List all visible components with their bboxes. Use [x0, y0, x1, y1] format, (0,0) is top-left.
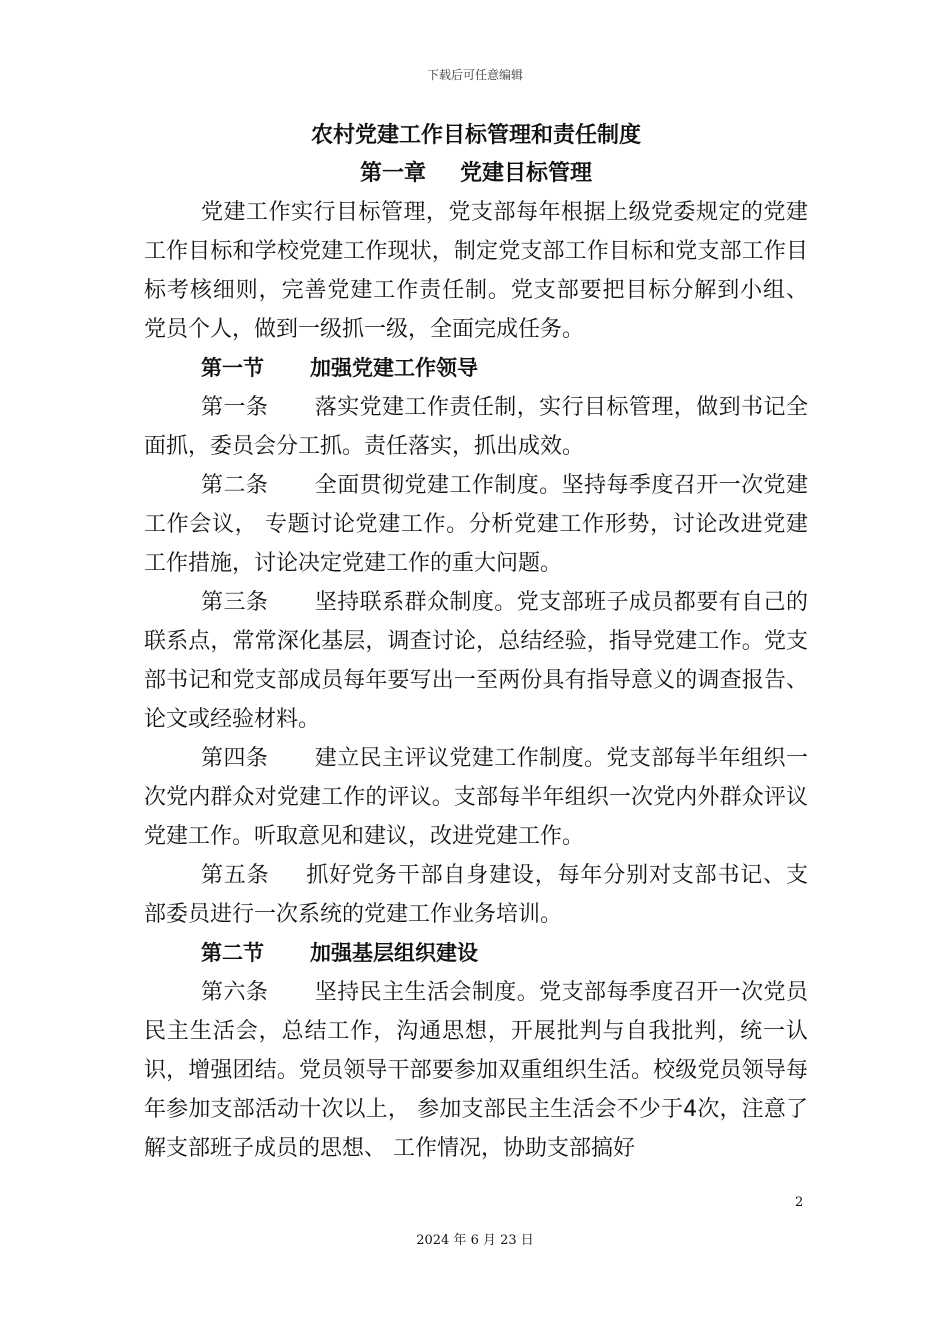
article-3 [144, 583, 808, 739]
header-note: 下载后可任意编辑 [426, 68, 523, 82]
document-body [144, 117, 808, 1168]
article-6 [144, 973, 808, 1168]
section-name: 加强党建工作领导 [310, 356, 478, 380]
article-label: 第四条 [201, 746, 269, 771]
article-text: 落实党建工作责任制，实行目标管理，做到书记全面抓，委员会分工抓。责任落实，抓出成效。 [144, 395, 808, 459]
article-1 [144, 388, 808, 466]
document-title: 农村党建工作目标管理和责任制度 [310, 123, 641, 148]
intro-paragraph: 党建工作实行目标管理，党支部每年根据上级党委规定的党建工作目标和学校党建工作现状，制定党支部工作目标和党支部工作目标考核细则，完善党建工作责任制。党支部要把目标分解到小组、 党员个人，做到一级抓一级，全面完成任务。 [144, 200, 808, 342]
chapter-label: 第一章 [359, 161, 426, 186]
page-number: 2 [795, 1195, 804, 1210]
section-heading-2 [144, 934, 808, 973]
article-label: 第三条 [201, 590, 269, 615]
article-label: 第二条 [201, 473, 269, 498]
article-5 [144, 856, 808, 934]
section-name: 加强基层组织建设 [310, 941, 478, 965]
article-2 [144, 466, 808, 583]
footer-date: 2024 年 6 月 23 日 [416, 1233, 534, 1248]
article-4 [144, 739, 808, 856]
section-label: 第二节 [201, 941, 264, 965]
section-label: 第一节 [201, 356, 264, 380]
article-text: 坚持联系群众制度。党支部班子成员都要有自己的联系点，常常深化基层，调查讨论，总结经验，指导党建工作。党支部书记和党支部成员每年要写出一至两份具有指导意义的调查报告、 论文或经验材料。 [144, 590, 808, 732]
article-text: 全面贯彻党建工作制度。坚持每季度召开一次党建工作会议， 专题讨论党建工作。分析党建工作形势，讨论改进党建工作措施，讨论决定党建工作的重大问题。 [144, 473, 808, 576]
article-text: 抓好党务干部自身建设，每年分别对支部书记、支部委员进行一次系统的党建工作业务培训。 [144, 863, 808, 927]
article-text: 建立民主评议党建工作制度。党支部每半年组织一次党内群众对党建工作的评议。支部每半年组织一次党内外群众评议党建工作。听取意见和建议，改进党建工作。 [144, 746, 808, 849]
article-label: 第六条 [201, 980, 269, 1005]
article-label: 第一条 [201, 395, 269, 420]
chapter-heading [144, 155, 808, 193]
section-heading-1 [144, 349, 808, 388]
chapter-name: 党建目标管理 [460, 161, 593, 186]
article-label: 第五条 [201, 863, 270, 888]
article-text: 坚持民主生活会制度。党支部每季度召开一次党员民主生活会，总结工作，沟通思想，开展批判与自我批判，统一认识，增强团结。党员领导干部要参加双重组织生活。校级党员领导每年参加支部活动十次以上， 参加支部民主生活会不少于4次，注意了解支部班子成员的思想、 工作情况，协助支部搞好 [144, 980, 808, 1161]
